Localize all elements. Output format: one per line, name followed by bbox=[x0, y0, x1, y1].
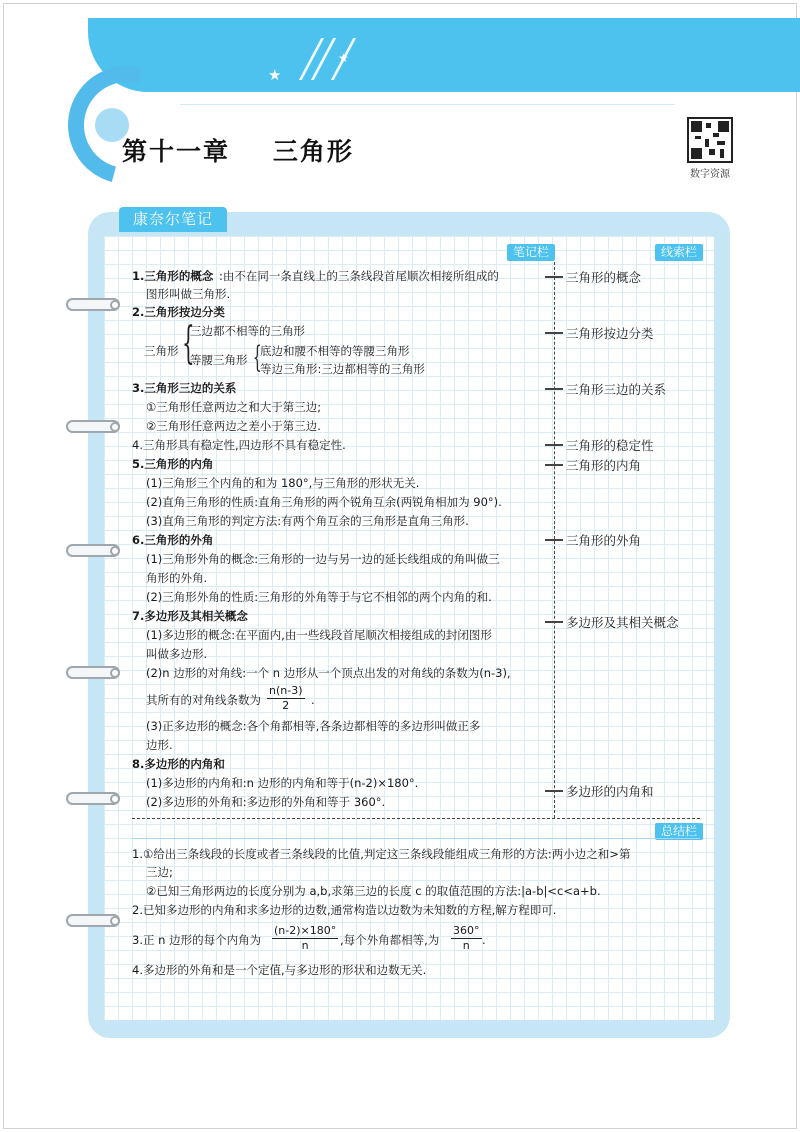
card-tab-title: 康奈尔笔记 bbox=[119, 207, 227, 232]
clue-item: 三角形的稳定性 bbox=[566, 438, 654, 453]
note-text: (3)直角三角形的判定方法:有两个角互余的三角形是直角三角形. bbox=[146, 514, 469, 528]
note-text: 图形叫做三角形. bbox=[146, 287, 231, 301]
clue-item: 三角形的外角 bbox=[566, 533, 642, 548]
note-text: (2)多边形的外角和:多边形的外角和等于 360°. bbox=[146, 795, 386, 809]
fraction-denominator: n bbox=[301, 939, 309, 952]
header-stripe bbox=[299, 38, 324, 80]
fraction-denominator: n bbox=[462, 939, 470, 952]
summary-text: 三边; bbox=[146, 865, 173, 879]
tree-root: 三角形 bbox=[144, 344, 179, 358]
section-heading: 7.多边形及其相关概念 bbox=[132, 609, 248, 623]
fraction-numerator: (n-2)×180° bbox=[274, 924, 337, 937]
note-text: (2)n 边形的对角线:一个 n 边形从一个顶点出发的对角线的条数为(n-3), bbox=[146, 666, 511, 680]
summary-text: 1.①给出三条线段的长度或者三条线段的比值,判定这三条线段能组成三角形的方法:两小边之和>第 bbox=[132, 847, 631, 861]
section-heading: 6.三角形的外角 bbox=[132, 533, 214, 547]
brace-icon: { bbox=[182, 318, 195, 369]
clue-tick bbox=[545, 444, 563, 446]
note-text: 底边和腰不相等的等腰三角形 bbox=[260, 344, 410, 358]
summary-text: 2.已知多边形的内角和求多边形的边数,通常构造以边数为未知数的方程,解方程即可. bbox=[132, 903, 557, 917]
section-heading: 5.三角形的内角 bbox=[132, 457, 214, 471]
brace-icon: { bbox=[253, 340, 262, 375]
fraction-numerator: 360° bbox=[453, 924, 480, 937]
summary-divider bbox=[132, 818, 700, 819]
note-text: (2)直角三角形的性质:直角三角形的两个锐角互余(两锐角相加为 90°). bbox=[146, 495, 502, 509]
fraction bbox=[451, 924, 482, 953]
binder-ring bbox=[66, 664, 120, 684]
clue-item: 三角形三边的关系 bbox=[566, 382, 667, 397]
note-text: . bbox=[311, 693, 315, 707]
note-text: (1)三角形三个内角的和为 180°,与三角形的形状无关. bbox=[146, 476, 420, 490]
clue-item: 多边形及其相关概念 bbox=[566, 615, 679, 630]
clue-item: 三角形按边分类 bbox=[566, 326, 654, 341]
summary-text: 3.正 n 边形的每个内角为 bbox=[132, 933, 262, 947]
note-text: ①三角形任意两边之和大于第三边; bbox=[146, 400, 322, 414]
note-text: (1)多边形的概念:在平面内,由一些线段首尾顺次相接组成的封闭图形 bbox=[146, 628, 492, 642]
section-heading: 3.三角形三边的关系 bbox=[132, 381, 237, 395]
qr-code-icon[interactable] bbox=[687, 117, 733, 163]
summary-text: ,每个外角都相等,为 bbox=[340, 933, 440, 947]
fraction bbox=[272, 924, 338, 953]
binder-ring bbox=[66, 912, 120, 932]
fraction-numerator: n(n-3) bbox=[269, 684, 303, 697]
section-heading: 2.三角形按边分类 bbox=[132, 305, 225, 319]
binder-ring bbox=[66, 296, 120, 316]
section-heading: 1.三角形的概念 bbox=[132, 269, 214, 283]
note-text: 其所有的对角线条数为 bbox=[146, 693, 261, 707]
note-text: ②三角形任意两边之差小于第三边. bbox=[146, 419, 321, 433]
summary-text: ②已知三角形两边的长度分别为 a,b,求第三边的长度 c 的取值范围的方法:|a-b|<c<a+b. bbox=[146, 884, 601, 898]
star-icon: ★ bbox=[268, 66, 282, 84]
note-text: (3)正多边形的概念:各个角都相等,各条边都相等的多边形叫做正多 bbox=[146, 719, 481, 733]
fraction bbox=[267, 684, 305, 713]
star-icon: ★ bbox=[338, 51, 349, 65]
clue-tick bbox=[545, 332, 563, 334]
qr-label: 数字资源 bbox=[690, 169, 730, 180]
header-band bbox=[88, 18, 800, 92]
binder-ring bbox=[66, 790, 120, 810]
summary-rule bbox=[132, 838, 700, 839]
binder-ring bbox=[66, 542, 120, 562]
note-text: (1)三角形外角的概念:三角形的一边与另一边的延长线组成的角叫做三 bbox=[146, 552, 500, 566]
note-text: 等边三角形:三边都相等的三角形 bbox=[260, 362, 425, 376]
note-text: 角形的外角. bbox=[146, 571, 208, 585]
summary-label: 总结栏 bbox=[655, 823, 703, 840]
clue-tick bbox=[545, 464, 563, 466]
clue-item: 多边形的内角和 bbox=[566, 784, 654, 799]
notes-column-label: 笔记栏 bbox=[507, 244, 555, 261]
note-text: 三边都不相等的三角形 bbox=[190, 324, 305, 338]
summary-text: . bbox=[482, 933, 486, 947]
note-text: (1)多边形的内角和:n 边形的内角和等于(n-2)×180°. bbox=[146, 776, 419, 790]
binder-ring bbox=[66, 418, 120, 438]
clue-item: 三角形的概念 bbox=[566, 270, 642, 285]
note-text: 边形. bbox=[146, 738, 173, 752]
note-text: :由不在同一条直线上的三条线段首尾顺次相接所组成的 bbox=[219, 269, 499, 283]
clue-tick bbox=[545, 790, 563, 792]
section-heading: 8.多边形的内角和 bbox=[132, 757, 225, 771]
note-text: (2)三角形外角的性质:三角形的外角等于与它不相邻的两个内角的和. bbox=[146, 590, 492, 604]
clue-item: 三角形的内角 bbox=[566, 458, 642, 473]
clues-column-label: 线索栏 bbox=[655, 244, 703, 261]
note-text: 叫做多边形. bbox=[146, 647, 208, 661]
summary-text: 4.多边形的外角和是一个定值,与多边形的形状和边数无关. bbox=[132, 963, 427, 977]
fraction-denominator: 2 bbox=[282, 699, 290, 712]
clue-tick bbox=[545, 276, 563, 278]
clue-tick bbox=[545, 388, 563, 390]
clue-tick bbox=[545, 539, 563, 541]
chapter-title: 第十一章 三角形 bbox=[122, 137, 354, 166]
note-text: 4.三角形具有稳定性,四边形不具有稳定性. bbox=[132, 438, 346, 452]
header-stripe bbox=[311, 38, 336, 80]
note-text: 等腰三角形 bbox=[190, 353, 248, 367]
clue-tick bbox=[545, 621, 563, 623]
